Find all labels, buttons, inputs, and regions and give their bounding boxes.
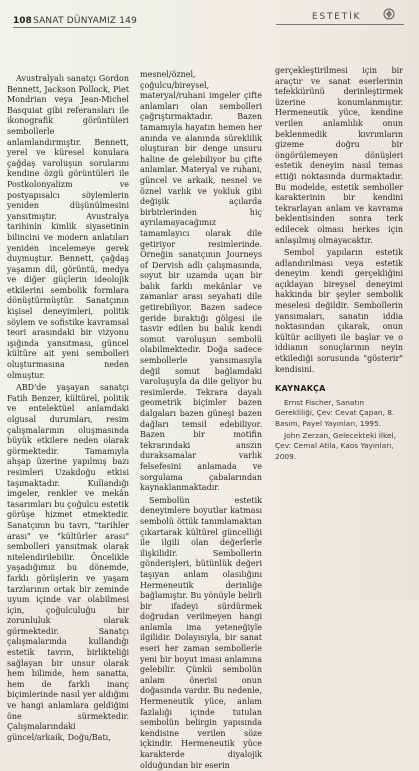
references-heading: KAYNAKÇA bbox=[275, 384, 326, 394]
text-column-1 bbox=[7, 74, 129, 743]
page-number: 108 bbox=[13, 16, 32, 26]
estetik-corner-mark-icon bbox=[382, 7, 396, 21]
paragraph: mesnel/öznel, çoğulcu/bireysel, materyal/ruhani imgeler çifte anlamları olan sembolleri çağrıştırmaktadır. Bazen tamamıyla hayatın hemen her anında ve alanında süreklilik oluşturan bir denge unsuru haline de gelebiliyor bu çifte anlamlar. Materyal ve ruhani, güncel ve arkaik, nesnel ve öznel varlık ve yokluk gibi değişik açılarda birbirlerinden hiç ayrılamayacağımız tamamlayıcı olarak dile getiriyor resimlerinde. Örneğin sanatçının Journeys of Dervish adlı çalışmasında, soyut bir uzamda uçan bir balık farklı mekânlar ve zamanlar arası seyahati dile getirebiliyor. Bazen sadece geride bıraktığı gölgesi ile tasvir edilen bu balık kendi somut varoluşun sembolü olabilmektedir. Doğa sadece sembollerle yansımasıyla değil somut bağlamdaki varoluşuyla da dile geliyor bu resimlerde. Tekrara dayalı geometrik biçimler bazen dalgaları bazen güneşi bazen dağları temsil edebiliyor. Bazen bir motifin tekrarındaki anszın duraksamalar varlık felsefesini anlamada ve sorgulama çabalarından kaynaklanmaktadır. bbox=[140, 70, 262, 493]
paragraph: Sembol yapıların estetik adlandırılması veya estetik deneyim kendi gerçekliğini açıklayan bireysel deneyimi hakkında bir şeyler sembolik meselesi değildir. Sembollerin yansımaları, sanatın iddia noktasından çıkarak, onun kültür aciliyeti ile başlar ve o iddianın sonuçlarının neyin etkilediği sorusunda "gösterir" kendisini. bbox=[275, 248, 403, 374]
paragraph: Avustralyalı sanatçı Gordon Bennett, Jackson Pollock, Piet Mondrian veya Jean-Michel Basquiat gibi referansları ile ikonografik görüntüleri sembollerle anlamlandırmıştır. Bennett, yerel ve küresel konulara çağdaş varoluşun sorularını kendine özgü görüntüleri ile Postkolonyalizm ve postyapısalcı söylemlerin yeniden düşünülmesini yansıtmıştır. Avustralya tarihinin kimlik siyasetinin bilincini ve modern anlatıları yeniden incelemeye gerek duymuştur. Bennett, çağdaş yaşamın dil, görüntü, medya ve diğer güçlerin ideolojik etkilerini sembolik formlara dönüştürmüştür. Sanatçının kişisel deneyimleri, politik söylem ve sofistike kavramsal teori arasındaki bir vizyonu ışığında yansıtması, güncel kültüre ait yeni sembolleri oluşturmasına neden olmuştur. bbox=[7, 74, 129, 380]
text-column-2 bbox=[140, 70, 262, 771]
magazine-title: SANAT DÜNYAMIZ 149 bbox=[33, 16, 138, 26]
text-column-3 bbox=[275, 66, 403, 462]
paragraph: ABD'de yaşayan sanatçı Fatih Benzer, kültürel, politik ve entelektüel anlamdaki olgusal durumları, resim çalışmalarının oluşmasında büyük etkilere neden olarak görmektedir. Tamamıyla ahşap üzerine yapılmış bazı resimleri Uzakdoğu etkisi taşımaktadır. Kullandığı imgeler, renkler ve mekân tasarımları bu çoğulcu estetik görüşe hizmet etmektedir. Sanatçının bu tavrı, "tarihler arası" ve "kültürler arası" sembolleri yansıtmak olarak nitelendirilebilir. Öncelikle yaşadığımız bu dönemde, farklı görüşlerin ve yaşam tarzlarının ortak bir zeminde uyum içinde var olabilmesi için, çoğulculuğu bir zorunluluk olarak görmektedir. Sanatçı çalışmalarında kullandığı estetik tavrın, birlikteliği sağlayan bir unsur olarak hem bilimde, hem sanatta, hem de farklı inanç biçimlerinde nasıl yer aldığını ve hangi anlamlara geldiğini öne sürmektedir. Çalışmalarındaki güncel/arkaik, Doğu/Batı, bbox=[7, 383, 129, 742]
reference-item: Ernst Fischer, Sanatın Gerekliliği, Çev: Cevat Çapan, 8. Basım, Payel Yayınları, 1995. bbox=[275, 397, 395, 428]
paragraph: gerçekleştirilmesi için bir araçtır ve sanat eserlerinin tefekkürünü derinleştirmek üzerine konumlanmıştır. Hermeneutik yüce, kendine verilen anlamlılık onun beklenmedik kıvrımların gizeme doğru bir öngörülemeyen dönüşleri estetik deneyim nasıl temas ettiği noktasında durmaktadır. Bu modelde, estetik semboller karakterinin bir kendini tekrarlayan anlam ve kavrama beklentisinden sonra terk edilecek olması herkes için anlaşılmış olmayacaktır. bbox=[275, 66, 403, 245]
reference-item: John Zerzan, Gelecekteki İlkel, Çev: Cemal Atila, Kaos Yayınları, 2009. bbox=[275, 431, 396, 461]
header-rule-left bbox=[13, 27, 131, 28]
header-rule-right bbox=[276, 24, 404, 25]
section-title: ESTETİK bbox=[312, 12, 362, 22]
references-section bbox=[275, 384, 403, 462]
paragraph: Sembolün estetik deneyimlere boyutlar katması sembolü öttük tanımlamaktan çıkartarak kültürel güncelliği ile ilgili olan değerlerle ilişkilidir. Sembollerin gönderişleri, bütünlük değeri taşıyan anlam olasılığını Hermeneutik derinliğe bağlamıştır. Bu yönüyle belirli bir ifadeyi sürdürmek doğrudan verilmeyen hangi anlamla ima yeteneğiyle ilgilidir. Dolayısıyla, bir sanat eseri her zaman sembollerle yeni bir boyut iması anlamına gelebilir. Çünkü sembolün anlam önerisi onun doğasında vardır. Bu nedenle, Hermeneutik yüce, anlam fazlalığı içinde tutulan sembolün belirgin yapısında kendisine verilen söze içkindir. Hermeneutik yüce karakterde diyalojik olduğundan bir eserin bbox=[140, 495, 262, 770]
